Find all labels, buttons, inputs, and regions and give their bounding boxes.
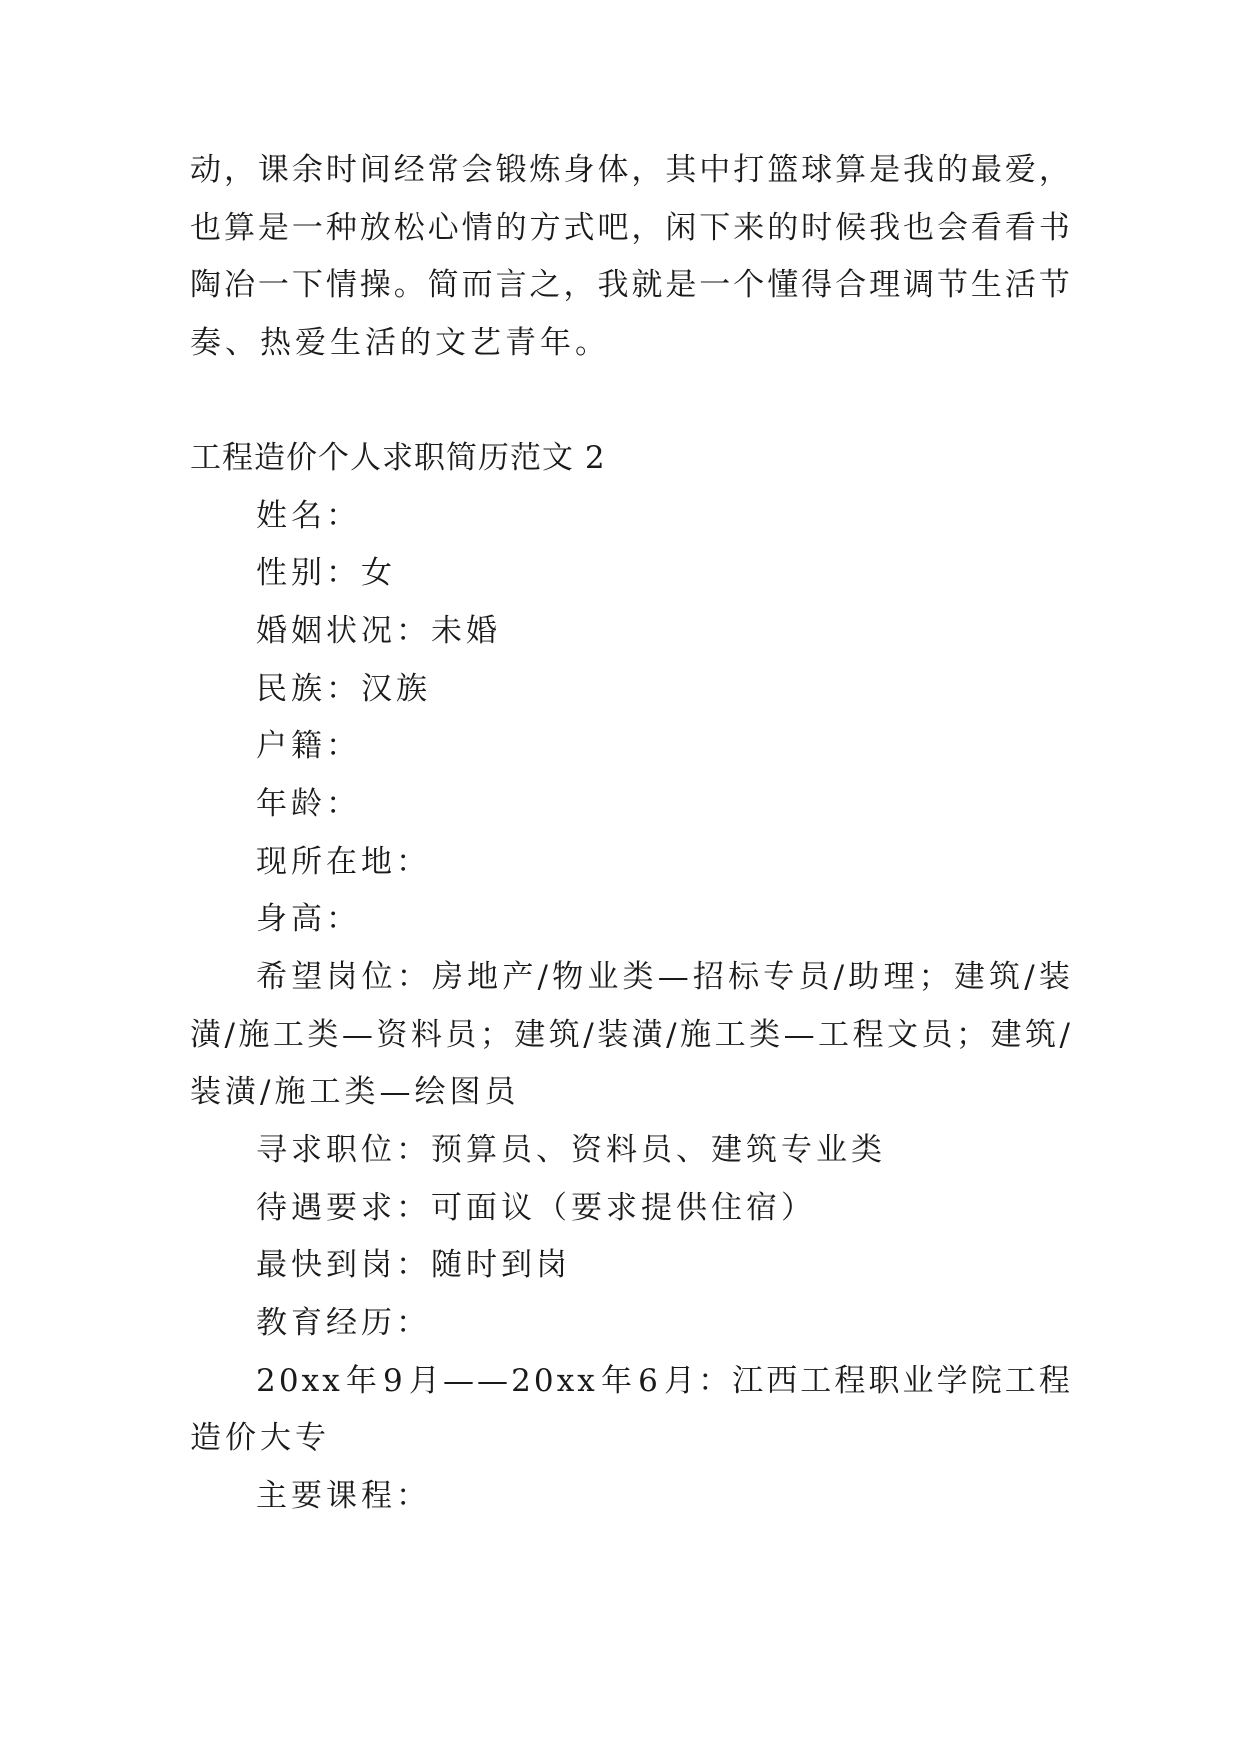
- education-entry-line-1: 2 0 x x 年 9 月 — — 2 0 x x 年 6 月 ： 江 西 工 程 职 业 学 院 工 程: [256, 1363, 1070, 1399]
- section-title: 工程造价个人求职简历范文 2: [190, 440, 606, 476]
- desired-position-line-1: 希 望 岗 位 ： 房 地 产 / 物 业 类 — 招 标 专 员 / 助 理 ； 建 筑 / 装: [256, 959, 1070, 995]
- main-courses: 主要课程：: [256, 1478, 431, 1514]
- education-heading: 教育经历：: [256, 1305, 431, 1341]
- intro-line-2: 也 算 是 一 种 放 松 心 情 的 方 式 吧 ， 闲 下 来 的 时 候 我 也 会 看 看 书: [190, 210, 1070, 246]
- desired-position-line-3: 装潢/施工类—绘图员: [190, 1074, 520, 1110]
- field-household-registration: 户籍：: [256, 728, 361, 764]
- intro-line-1: 动 ， 课 余 时 间 经 常 会 锻 炼 身 体 ， 其 中 打 篮 球 算 是 我 的 最 爱 ，: [190, 152, 1070, 188]
- field-gender: 性别：女: [256, 555, 396, 591]
- earliest-start: 最快到岗：随时到岗: [256, 1247, 571, 1283]
- desired-position-line-2: 潢 / 施 工 类 — 资 料 员 ； 建 筑 / 装 潢 / 施 工 类 — 工 程 文 员 ； 建 筑 /: [190, 1017, 1070, 1053]
- intro-line-4: 奏、热爱生活的文艺青年。: [190, 325, 610, 361]
- field-age: 年龄：: [256, 786, 361, 822]
- education-entry-line-2: 造价大专: [190, 1420, 330, 1456]
- field-ethnicity: 民族：汉族: [256, 671, 431, 707]
- salary-requirement: 待遇要求：可面议（要求提供住宿）: [256, 1190, 816, 1226]
- field-current-location: 现所在地：: [256, 844, 431, 880]
- field-marital-status: 婚姻状况：未婚: [256, 613, 501, 649]
- job-sought: 寻求职位：预算员、资料员、建筑专业类: [256, 1132, 886, 1168]
- intro-line-3: 陶 冶 一 下 情 操 。 简 而 言 之 ， 我 就 是 一 个 懂 得 合 理 调 节 生 活 节: [190, 267, 1070, 303]
- field-name: 姓名：: [256, 498, 361, 534]
- field-height: 身高：: [256, 901, 361, 937]
